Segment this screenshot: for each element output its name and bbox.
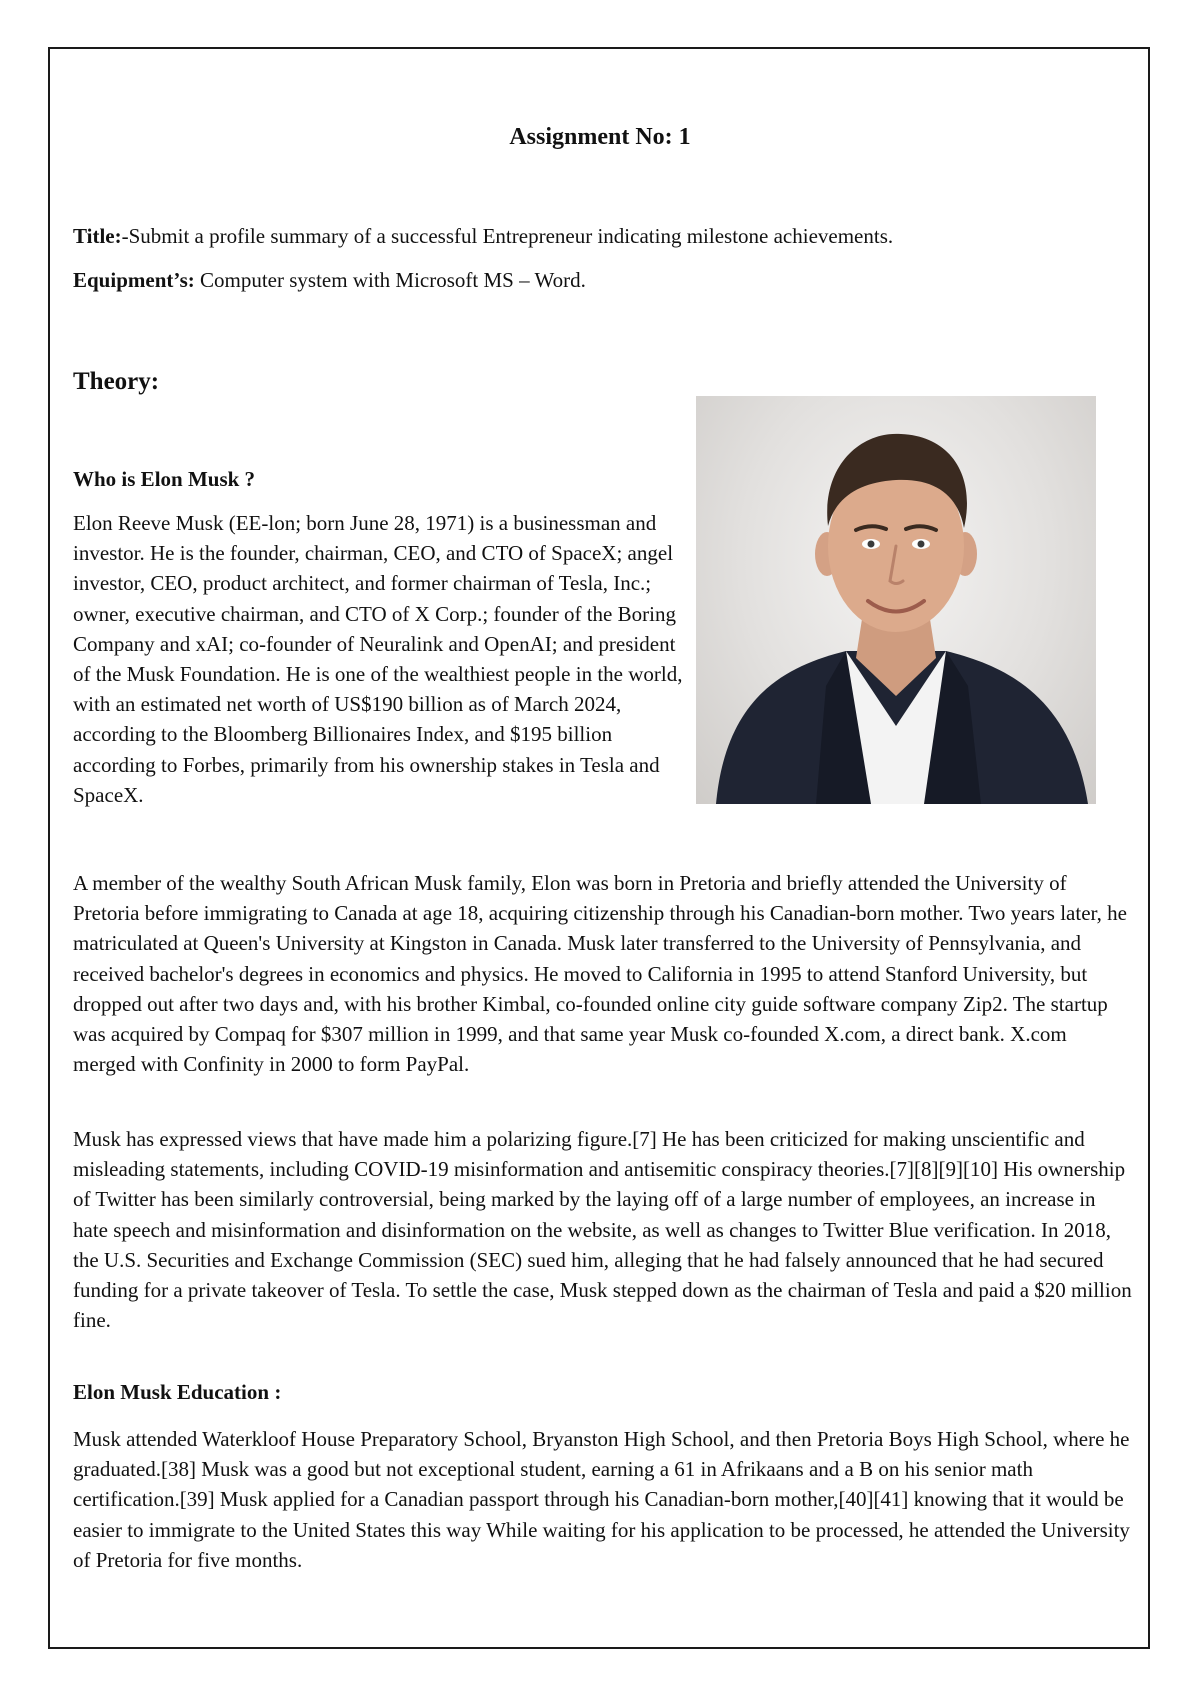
equipment-label: Equipment’s:	[73, 268, 195, 292]
paragraph-controversies: Musk has expressed views that have made him a polarizing figure.[7] He has been criticized for making unscientific and misleading statements, including COVID-19 misinformation and antisemitic conspiracy theories.[7][8][9][10] His ownership of Twitter has been similarly controversial, being marked by the laying off of a large number of employees, an increase in hate speech and misinformation and disinformation on the website, as well as changes to Twitter Blue verification. In 2018, the U.S. Securities and Exchange Commission (SEC) sued him, alleging that he had falsely announced that he had secured funding for a private takeover of Tesla. To settle the case, Musk stepped down as the chairman of Tesla and paid a $20 million fine.	[73, 1127, 1132, 1333]
assignment-heading: Assignment No: 1	[509, 124, 691, 150]
equipment-line	[73, 266, 586, 294]
section-heading-education: Elon Musk Education :	[73, 1380, 282, 1404]
paragraph-intro: Elon Reeve Musk (EE-lon; born June 28, 1971) is a businessman and investor. He is the founder, chairman, CEO, and CTO of SpaceX; angel investor, CEO, product architect, and former chairman of Tesla, Inc.; owner, executive chairman, and CTO of X Corp.; founder of the Boring Company and xAI; co-founder of Neuralink and OpenAI; and president of the Musk Foundation. He is one of the wealthiest people in the world, with an estimated net worth of US$190 billion as of March 2024, according to the Bloomberg Billionaires Index, and $195 billion according to Forbes, primarily from his ownership stakes in Tesla and SpaceX.	[73, 511, 683, 807]
portrait-photo	[696, 396, 1096, 804]
section-heading-who-is: Who is Elon Musk ?	[73, 467, 256, 491]
paragraph-background: A member of the wealthy South African Musk family, Elon was born in Pretoria and briefly attended the University of Pretoria before immigrating to Canada at age 18, acquiring citizenship through his Canadian-born mother. Two years later, he matriculated at Queen's University at Kingston in Canada. Musk later transferred to the University of Pennsylvania, and received bachelor's degrees in economics and physics. He moved to California in 1995 to attend Stanford University, but dropped out after two days and, with his brother Kimbal, co-founded online city guide software company Zip2. The startup was acquired by Compaq for $307 million in 1999, and that same year Musk co-founded X.com, a direct bank. X.com merged with Confinity in 2000 to form PayPal.	[73, 871, 1127, 1077]
theory-heading: Theory:	[73, 368, 160, 395]
title-label: Title:	[73, 224, 122, 248]
portrait-icon	[696, 396, 1096, 804]
paragraph-education: Musk attended Waterkloof House Preparatory School, Bryanston High School, and then Pretoria Boys High School, where he graduated.[38] Musk was a good but not exceptional student, earning a 61 in Afrikaans and a B on his senior math certification.[39] Musk applied for a Canadian passport through his Canadian-born mother,[40][41] knowing that it would be easier to immigrate to the United States this way While waiting for his application to be processed, he attended the University of Pretoria for five months.	[73, 1427, 1130, 1572]
equipment-text: Computer system with Microsoft MS – Word.	[194, 268, 586, 292]
title-line	[73, 222, 893, 250]
title-text: -Submit a profile summary of a successful Entrepreneur indicating milestone achievements.	[121, 224, 894, 248]
